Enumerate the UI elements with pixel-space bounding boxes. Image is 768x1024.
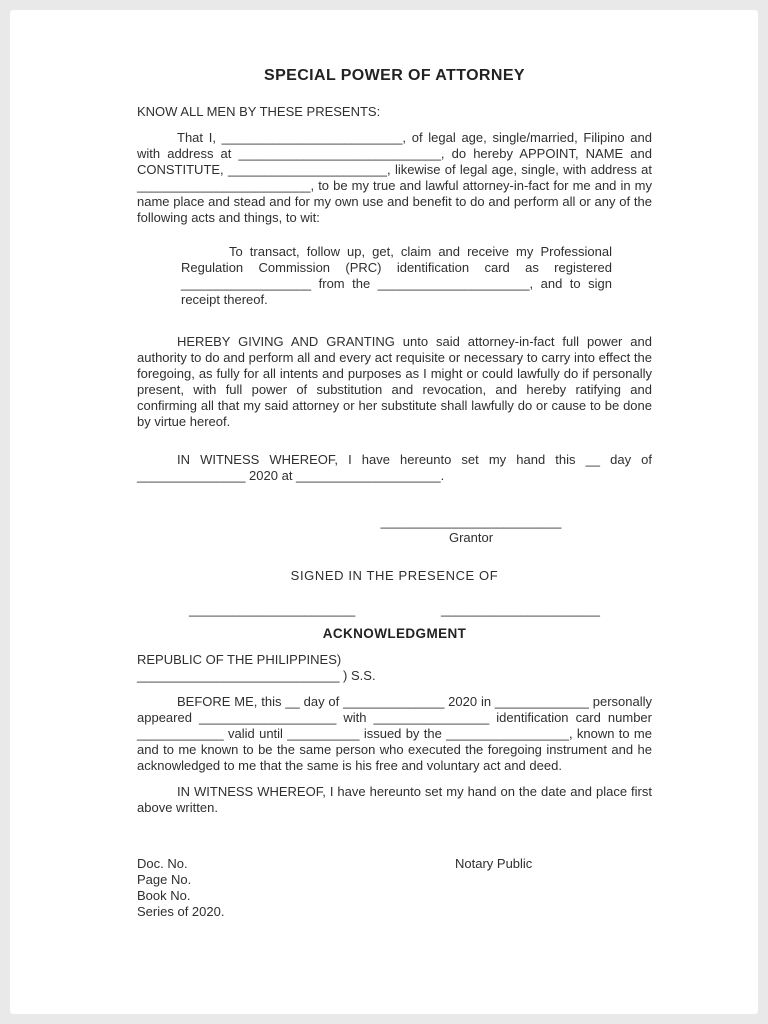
paragraph-granting: HEREBY GIVING AND GRANTING unto said attorney-in-fact full power and authority to do and perform all and every act requisite or necessary to carry into effect the foregoing, as fully for all intents and purposes as I might or could lawfully do if personally present, with full power of substitution and revocation, and hereby ratifying and confirming all that my said attorney or her substitute shall lawfully do or cause to be done by virtue hereof. xyxy=(137,334,652,429)
notary-public-label: Notary Public xyxy=(455,856,533,871)
paragraph-before-me: BEFORE ME, this __ day of ______________ 2020 in _____________ personally appeared ___________________ with ________________ identification card number ____________ valid until __________ issued by the _________________, known to me and to me known to be the same person who executed the foregoing instrument and he acknowledged to me that the same is his free and voluntary act and deed. xyxy=(137,694,652,773)
paragraph-witness-closing: IN WITNESS WHEREOF, I have hereunto set my hand on the date and place first above written. xyxy=(137,784,652,815)
acknowledgment-heading: ACKNOWLEDGMENT xyxy=(322,626,467,641)
witness-line-left: _______________________ xyxy=(189,602,356,617)
document-page xyxy=(10,10,758,1014)
witness-signature-row xyxy=(137,602,652,618)
opening-line: KNOW ALL MEN BY THESE PRESENTS: xyxy=(137,104,381,119)
republic-line: REPUBLIC OF THE PHILIPPINES) xyxy=(137,652,342,667)
grantor-signature-block xyxy=(365,514,577,546)
presence-heading: SIGNED IN THE PRESENCE OF xyxy=(290,568,499,583)
page-content xyxy=(137,10,652,920)
signature-line: _________________________ xyxy=(380,514,562,529)
grantor-label: Grantor xyxy=(448,530,494,545)
paragraph-powers: To transact, follow up, get, claim and receive my Professional Regulation Commission (PRC) identification card as registered __________________ from the _____________________, and to sign receipt thereof. xyxy=(181,244,612,307)
footer-page-no: Page No. xyxy=(137,872,192,887)
witness-line-right: ______________________ xyxy=(440,602,600,617)
paragraph-witness-date: IN WITNESS WHEREOF, I have hereunto set my hand this __ day of _______________ 2020 at ____________________. xyxy=(137,452,652,483)
footer-book-no: Book No. xyxy=(137,888,191,903)
footer-doc-no: Doc. No. xyxy=(137,856,188,871)
footer-series: Series of 2020. xyxy=(137,904,225,919)
notarial-footer xyxy=(137,856,652,920)
ss-line: ____________________________ ) S.S. xyxy=(137,668,376,683)
paragraph-appointment: That I, _________________________, of legal age, single/married, Filipino and with address at ____________________________, do hereby APPOINT, NAME and CONSTITUTE, ______________________, likewise of legal age, single, with address at ________________________, to be my true and lawful attorney-in-fact for me and in my name place and stead and for my own use and benefit to do and perform all or any of the following acts and things, to wit: xyxy=(137,130,652,225)
page-title: SPECIAL POWER OF ATTORNEY xyxy=(264,67,525,84)
